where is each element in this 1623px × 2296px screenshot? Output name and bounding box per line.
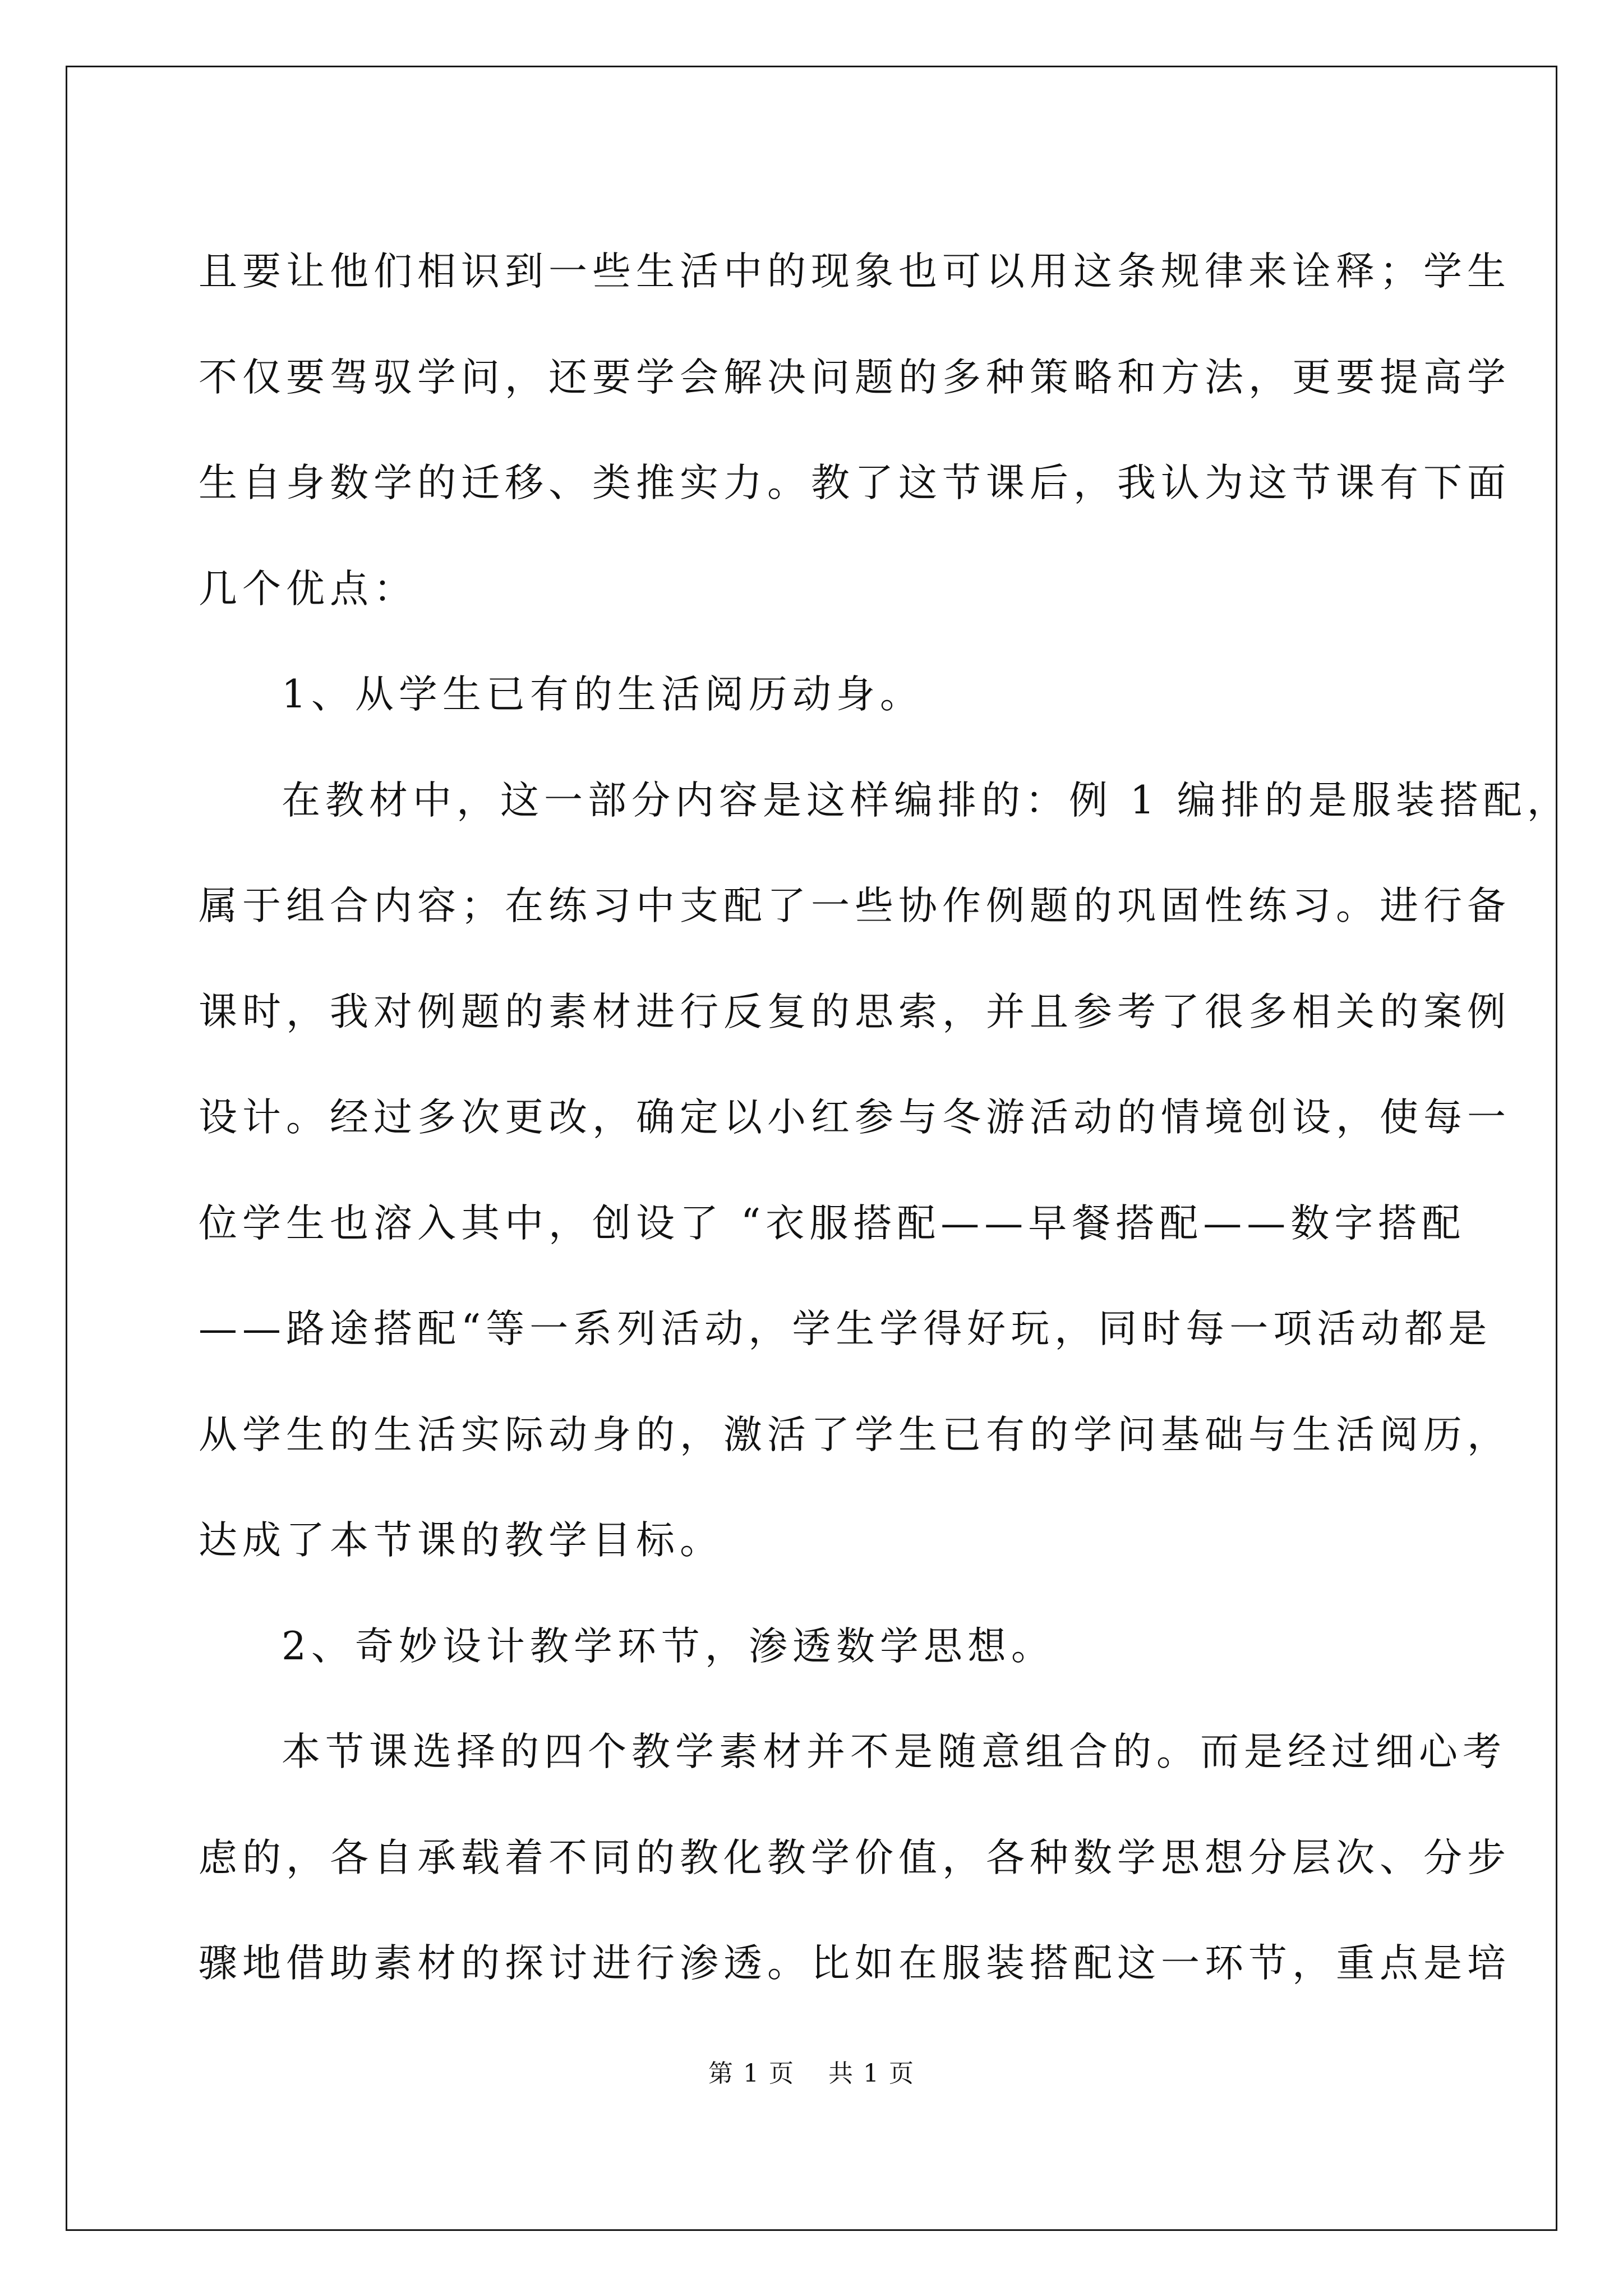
text-line: 几个优点： xyxy=(199,566,417,611)
text-line: 不仅要驾驭学问，还要学会解决问题的多种策略和方法，更要提高学 xyxy=(199,355,1511,400)
text-line: 位学生也溶入其中，创设了 “衣服搭配——早餐搭配——数字搭配 xyxy=(199,1200,1466,1246)
text-line: ——路途搭配“等一系列活动，学生学得好玩，同时每一项活动都是 xyxy=(199,1306,1492,1351)
text-line: 本节课选择的四个教学素材并不是随意组合的。而是经过细心考 xyxy=(282,1729,1506,1774)
section-heading-2: 2、奇妙设计教学环节，渗透数学思想。 xyxy=(282,1623,1055,1669)
text-line: 达成了本节课的教学目标。 xyxy=(199,1518,723,1563)
text-line: 属于组合内容；在练习中支配了一些协作例题的巩固性练习。进行备 xyxy=(199,884,1511,928)
text-line: 生自身数学的迁移、类推实力。教了这节课后，我认为这节课有下面 xyxy=(199,461,1511,505)
section-heading-1: 1、从学生已有的生活阅历动身。 xyxy=(282,672,924,717)
page-number-current: 第 1 页 xyxy=(708,2059,795,2088)
text-line: 虑的，各自承载着不同的教化教学价值，各种数学思想分层次、分步 xyxy=(199,1835,1511,1880)
document-body xyxy=(199,219,1571,2017)
page-number-total: 共 1 页 xyxy=(828,2059,915,2088)
text-line: 课时，我对例题的素材进行反复的思索，并且参考了很多相关的案例 xyxy=(199,989,1511,1034)
text-line: 且要让他们相识到一些生活中的现象也可以用这条规律来诠释；学生 xyxy=(199,249,1511,294)
text-line: 从学生的生活实际动身的，激活了学生已有的学问基础与生活阅历， xyxy=(199,1412,1511,1457)
text-line: 在教材中，这一部分内容是这样编排的：例 1 编排的是服装搭配， xyxy=(282,777,1571,823)
text-line: 设计。经过多次更改，确定以小红参与冬游活动的情境创设，使每一 xyxy=(199,1095,1511,1140)
text-line: 骤地借助素材的探讨进行渗透。比如在服装搭配这一环节，重点是培 xyxy=(199,1941,1511,1986)
page-footer xyxy=(0,2053,1623,2089)
